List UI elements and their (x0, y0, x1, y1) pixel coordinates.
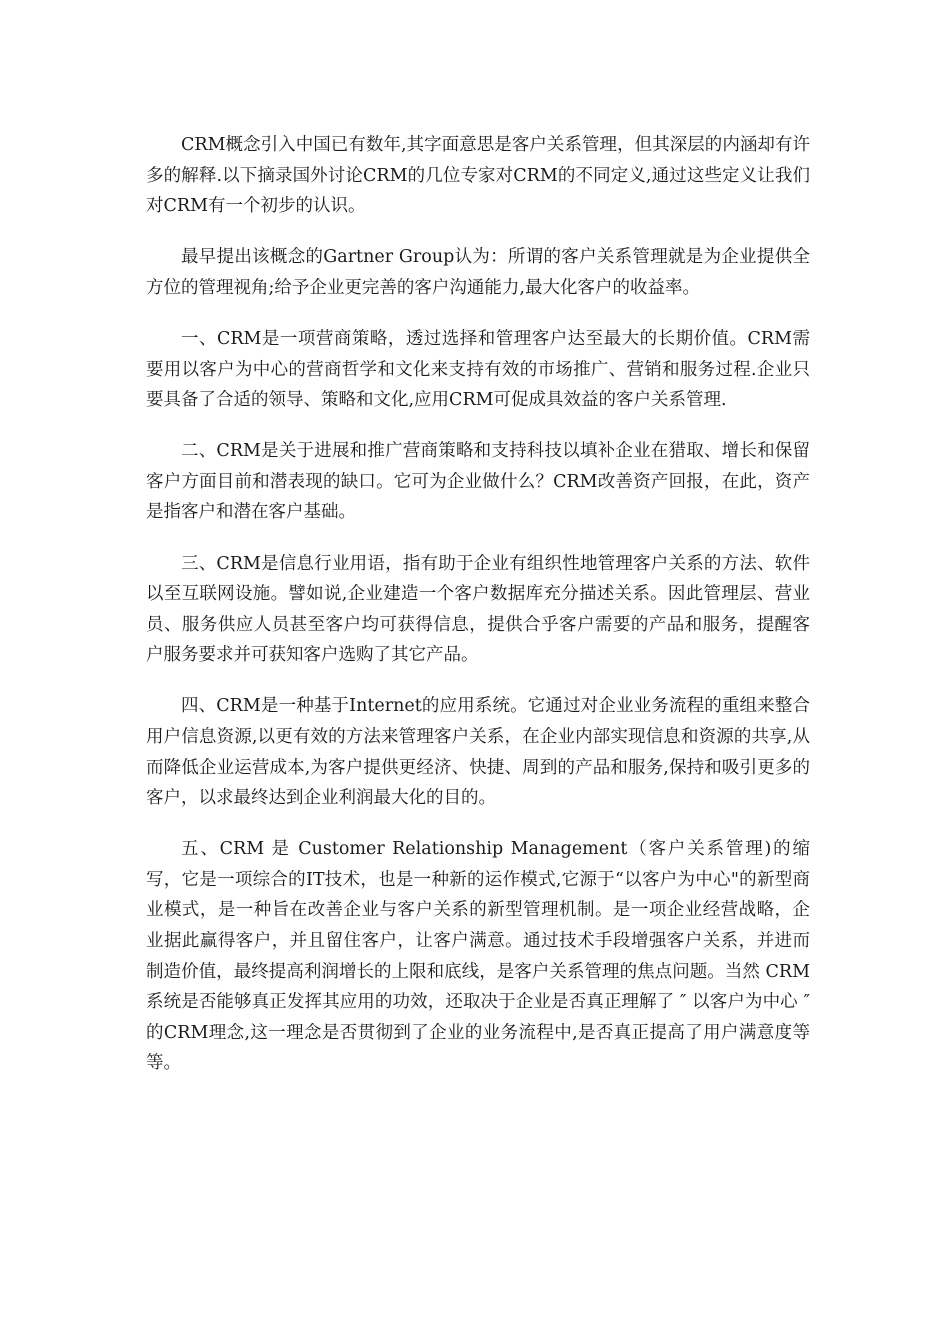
paragraph-definition-1: 一、CRM是一项营商策略，透过选择和管理客户达至最大的长期价值。CRM需要用以客户为中心的营商哲学和文化来支持有效的市场推广、营销和服务过程.企业只要具备了合适的领导、策略和文化,应用CRM可促成具效益的客户关系管理. (146, 328, 810, 411)
paragraph-definition-3: 三、CRM是信息行业用语，指有助于企业有组织性地管理客户关系的方法、软件以至互联网设施。譬如说,企业建造一个客户数据库充分描述关系。因此管理层、营业员、服务供应人员甚至客户均可获得信息，提供合乎客户需要的产品和服务，提醒客户服务要求并可获知客户选购了其它产品。 (146, 553, 810, 666)
document-body (146, 130, 810, 1100)
paragraph-definition-2: 二、CRM是关于进展和推广营商策略和支持科技以填补企业在猎取、增长和保留客户方面目前和潜表现的缺口。它可为企业做什么？CRM改善资产回报，在此，资产是指客户和潜在客户基础。 (146, 441, 810, 523)
paragraph-gartner: 最早提出该概念的Gartner Group认为：所谓的客户关系管理就是为企业提供全方位的管理视角;给予企业更完善的客户沟通能力,最大化客户的收益率。 (146, 247, 810, 298)
paragraph-definition-4: 四、CRM是一种基于Internet的应用系统。它通过对企业业务流程的重组来整合用户信息资源,以更有效的方法来管理客户关系，在企业内部实现信息和资源的共享,从而降低企业运营成本,为客户提供更经济、快捷、周到的产品和服务,保持和吸引更多的客户，以求最终达到企业利润最大化的目的。 (146, 696, 810, 809)
paragraph-definition-5: 五、CRM 是 Customer Relationship Management（客户关系管理)的缩写，它是一项综合的IT技术，也是一种新的运作模式,它源于“以客户为中心"的新型商业模式，是一种旨在改善企业与客户关系的新型管理机制。是一项企业经营战略，企业据此赢得客户，并且留住客户，让客户满意。通过技术手段增强客户关系，并进而制造价值，最终提高利润增长的上限和底线，是客户关系管理的焦点问题。当然 CRM 系统是否能够真正发挥其应用的功效，还取决于企业是否真正理解了 ″ 以客户为中心 ″ 的CRM理念,这一理念是否贯彻到了企业的业务流程中,是否真正提高了用户满意度等等。 (146, 839, 810, 1074)
paragraph-intro: CRM概念引入中国已有数年,其字面意思是客户关系管理，但其深层的内涵却有许多的解释.以下摘录国外讨论CRM的几位专家对CRM的不同定义,通过这些定义让我们对CRM有一个初步的认识。 (146, 135, 810, 217)
